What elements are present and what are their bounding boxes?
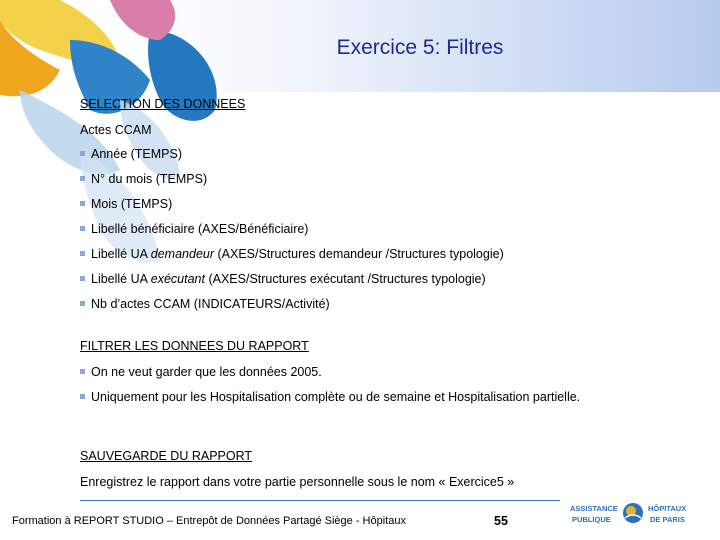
list-item: Année (TEMPS) — [80, 146, 182, 162]
save-instruction: Enregistrez le rapport dans votre partie personnelle sous le nom « Exercice5 » — [80, 475, 515, 489]
logo-text: ASSISTANCE — [570, 504, 618, 513]
bullet-icon — [80, 201, 85, 206]
list-item: Uniquement pour les Hospitalisation complète ou de semaine et Hospitalisation partielle. — [80, 389, 640, 405]
list-item: Nb d’actes CCAM (INDICATEURS/Activité) — [80, 296, 330, 312]
list-item: N° du mois (TEMPS) — [80, 171, 207, 187]
logo-text: PUBLIQUE — [572, 515, 611, 524]
section-heading-filtrer: FILTRER LES DONNEES DU RAPPORT — [80, 339, 309, 353]
list-item: Libellé UA demandeur (AXES/Structures demandeur /Structures typologie) — [80, 246, 504, 262]
section-heading-selection: SELECTION DES DONNEES — [80, 97, 246, 111]
footer-text: Formation à REPORT STUDIO – Entrepôt de Données Partagé Siège - Hôpitaux — [12, 515, 406, 527]
bullet-icon — [80, 251, 85, 256]
section-heading-sauvegarde: SAUVEGARDE DU RAPPORT — [80, 449, 253, 463]
ap-hp-logo — [570, 500, 710, 530]
bullet-icon — [80, 151, 85, 156]
slide-title: Exercice 5: Filtres — [336, 36, 504, 59]
list-item: Mois (TEMPS) — [80, 196, 172, 212]
bullet-icon — [80, 176, 85, 181]
bullet-icon — [80, 394, 85, 399]
list-item: Libellé bénéficiaire (AXES/Bénéficiaire) — [80, 221, 308, 237]
bullet-icon — [80, 276, 85, 281]
page-number: 55 — [494, 514, 508, 528]
list-item: Libellé UA exécutant (AXES/Structures exécutant /Structures typologie) — [80, 271, 486, 287]
bullet-icon — [80, 369, 85, 374]
list-item: On ne veut garder que les données 2005. — [80, 364, 322, 380]
logo-text: HÔPITAUX — [648, 504, 687, 513]
bullet-icon — [80, 226, 85, 231]
section-subheading-actes: Actes CCAM — [80, 123, 152, 137]
bullet-icon — [80, 301, 85, 306]
footer-divider — [80, 500, 560, 501]
logo-text: DE PARIS — [650, 515, 685, 524]
